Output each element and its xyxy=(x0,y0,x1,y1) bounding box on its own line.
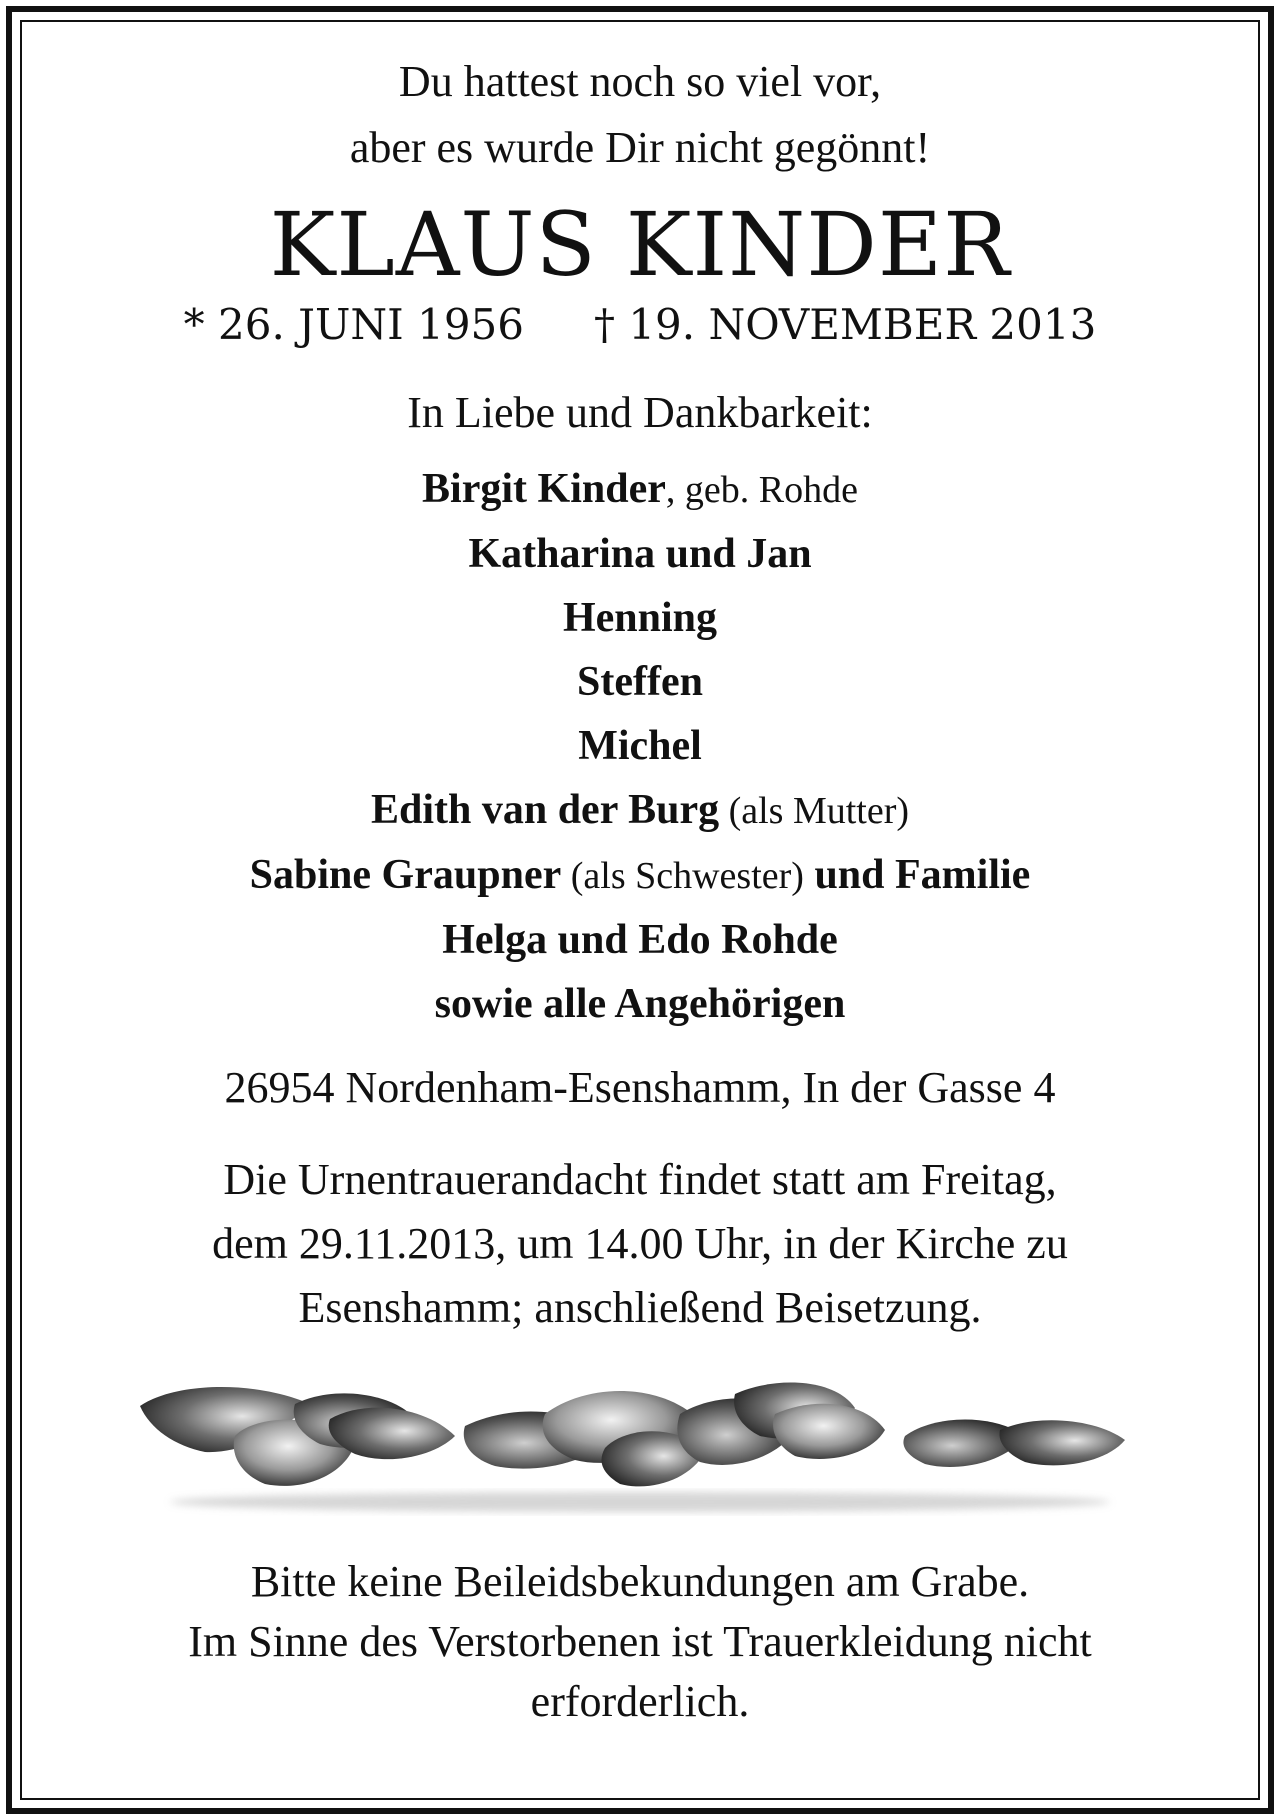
death-date: † 19. NOVEMBER 2013 xyxy=(593,300,1097,349)
obituary-notice xyxy=(22,22,1258,1732)
mourner-note: (als Schwester) xyxy=(561,855,804,897)
service-line-2: dem 29.11.2013, um 14.00 Uhr, in der Kirche zu xyxy=(212,1219,1068,1268)
life-dates xyxy=(22,297,1258,353)
deceased-name: KLAUS KINDER xyxy=(269,193,1011,296)
mourner-name: Edith van der Burg xyxy=(370,787,720,833)
motto-line-1: Du hattest noch so viel vor, xyxy=(398,57,882,106)
closing-line-3: erforderlich. xyxy=(530,1677,750,1726)
address: 26954 Nordenham-Esenshamm, In der Gasse 4 xyxy=(224,1063,1056,1112)
service-line-3: Esenshamm; anschließend Beisetzung. xyxy=(298,1283,982,1332)
motto xyxy=(22,49,1258,181)
mourner-henning: Henning xyxy=(562,595,718,641)
closing-line-1: Bitte keine Beileidsbekundungen am Grabe. xyxy=(250,1557,1030,1606)
mourner-relatives: sowie alle Angehörigen xyxy=(434,981,846,1027)
mourner-birgit xyxy=(22,457,1258,522)
mourners-heading: In Liebe und Dankbarkeit: xyxy=(407,388,873,437)
closing-line-2: Im Sinne des Verstorbenen ist Trauerkleidung nicht xyxy=(188,1617,1092,1666)
mourner-steffen: Steffen xyxy=(577,659,703,705)
mourner-edith xyxy=(22,778,1258,843)
mourner-note: (als Mutter) xyxy=(719,790,910,832)
closing-note xyxy=(22,1552,1258,1732)
service-line-1: Die Urnentrauerandacht findet statt am Freitag, xyxy=(223,1155,1057,1204)
mourners-list xyxy=(22,457,1258,1036)
mourner-name: Sabine Graupner xyxy=(249,852,562,898)
rose-petals-image xyxy=(135,1374,1145,1524)
mourner-note: , geb. Rohde xyxy=(665,469,858,511)
mourner-katharina-jan: Katharina und Jan xyxy=(468,531,812,577)
service-info xyxy=(22,1148,1258,1340)
mourner-name: Birgit Kinder xyxy=(422,466,666,512)
mourner-suffix: und Familie xyxy=(803,852,1031,898)
birth-date: * 26. JUNI 1956 xyxy=(183,300,524,349)
mourner-sabine xyxy=(22,843,1258,908)
motto-line-2: aber es wurde Dir nicht gegönnt! xyxy=(349,123,931,172)
mourner-michel: Michel xyxy=(578,723,702,769)
mourner-helga-edo: Helga und Edo Rohde xyxy=(442,917,838,963)
